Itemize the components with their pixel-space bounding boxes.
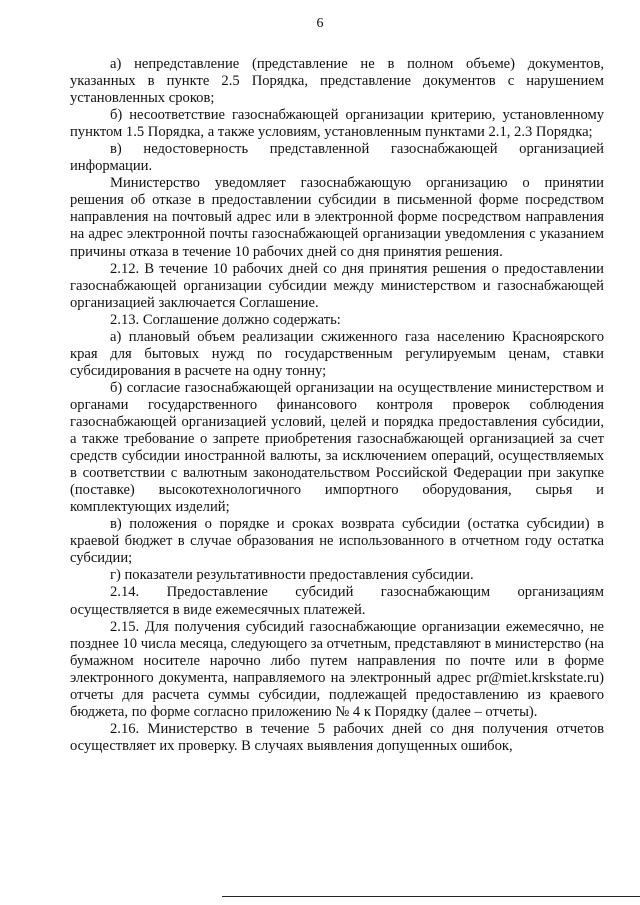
paragraph-2-14: 2.14. Предоставление субсидий газоснабжающим организациям осуществляется в виде ежемесячных платежей. [70, 584, 604, 618]
paragraph-refusal-reason-a: а) непредставление (представление не в полном объеме) документов, указанных в пункте 2.5 Порядка, представление документов с нарушением установленных сроков; [70, 56, 604, 107]
paragraph-2-13: 2.13. Соглашение должно содержать: [110, 311, 341, 328]
paragraph-2-13-d: г) показатели результативности предоставления субсидии. [110, 567, 474, 584]
paragraph-2-13-b: б) согласие газоснабжающей организации на осуществление министерством и органами государственного финансового контроля проверок соблюдения газоснабжающей организацией условий, целей и порядка предоставления субсидии, а также требование о запрете приобретения газоснабжающей организацией за счет средств субсидии иностранной валюты, за исключением операций, осуществляемых в соответствии с валютным законодательством Российской Федерации при закупке (поставке) высокотехнологичного импортного оборудования, сырья и комплектующих изделий; [70, 379, 604, 516]
paragraph-refusal-reason-b: б) несоответствие газоснабжающей организации критерию, установленному пунктом 1.5 Порядка, а также условиям, установленным пунктами 2.1, 2.3 Порядка; [70, 107, 604, 141]
paragraph-2-12: 2.12. В течение 10 рабочих дней со дня принятия решения о предоставлении газоснабжающей организации субсидии между министерством и газоснабжающей организацией заключается Соглашение. [70, 260, 604, 311]
paragraph-2-16: 2.16. Министерство в течение 5 рабочих дней со дня получения отчетов осуществляет их проверку. В случаях выявления допущенных ошибок, [70, 720, 604, 754]
document-body [70, 56, 604, 755]
paragraph-2-15: 2.15. Для получения субсидий газоснабжающие организации ежемесячно, не позднее 10 числа месяца, следующего за отчетным, представляют в министерство (на бумажном носителе нарочно либо путем направления по почте или в форме электронного документа, направляемого на электронный адрес pr@miet.krskstate.ru) отчеты для расчета суммы субсидии, подлежащей предоставлению из краевого бюджета, по форме согласно приложению № 4 к Порядку (далее – отчеты). [70, 618, 604, 720]
paragraph-refusal-reason-c: в) недостоверность представленной газоснабжающей организацией информации. [70, 141, 604, 175]
page-number: 6 [316, 16, 324, 31]
bottom-divider [222, 896, 640, 897]
paragraph-2-13-a: а) плановый объем реализации сжиженного газа населению Красноярского края для бытовых нужд по государственным регулируемым ценам, ставки субсидирования в расчете на одну тонну; [70, 328, 604, 379]
paragraph-2-13-c: в) положения о порядке и сроках возврата субсидии (остатка субсидии) в краевой бюджет в случае образования не использованного в отчетном году остатка субсидии; [70, 516, 604, 567]
paragraph-refusal-notice: Министерство уведомляет газоснабжающую организацию о принятии решения об отказе в предоставлении субсидии в письменной форме посредством направления на почтовый адрес или в электронной форме посредством направления на адрес электронной почты газоснабжающей организации уведомления с указанием причины отказа в течение 10 рабочих дней со дня принятия решения. [70, 175, 604, 260]
